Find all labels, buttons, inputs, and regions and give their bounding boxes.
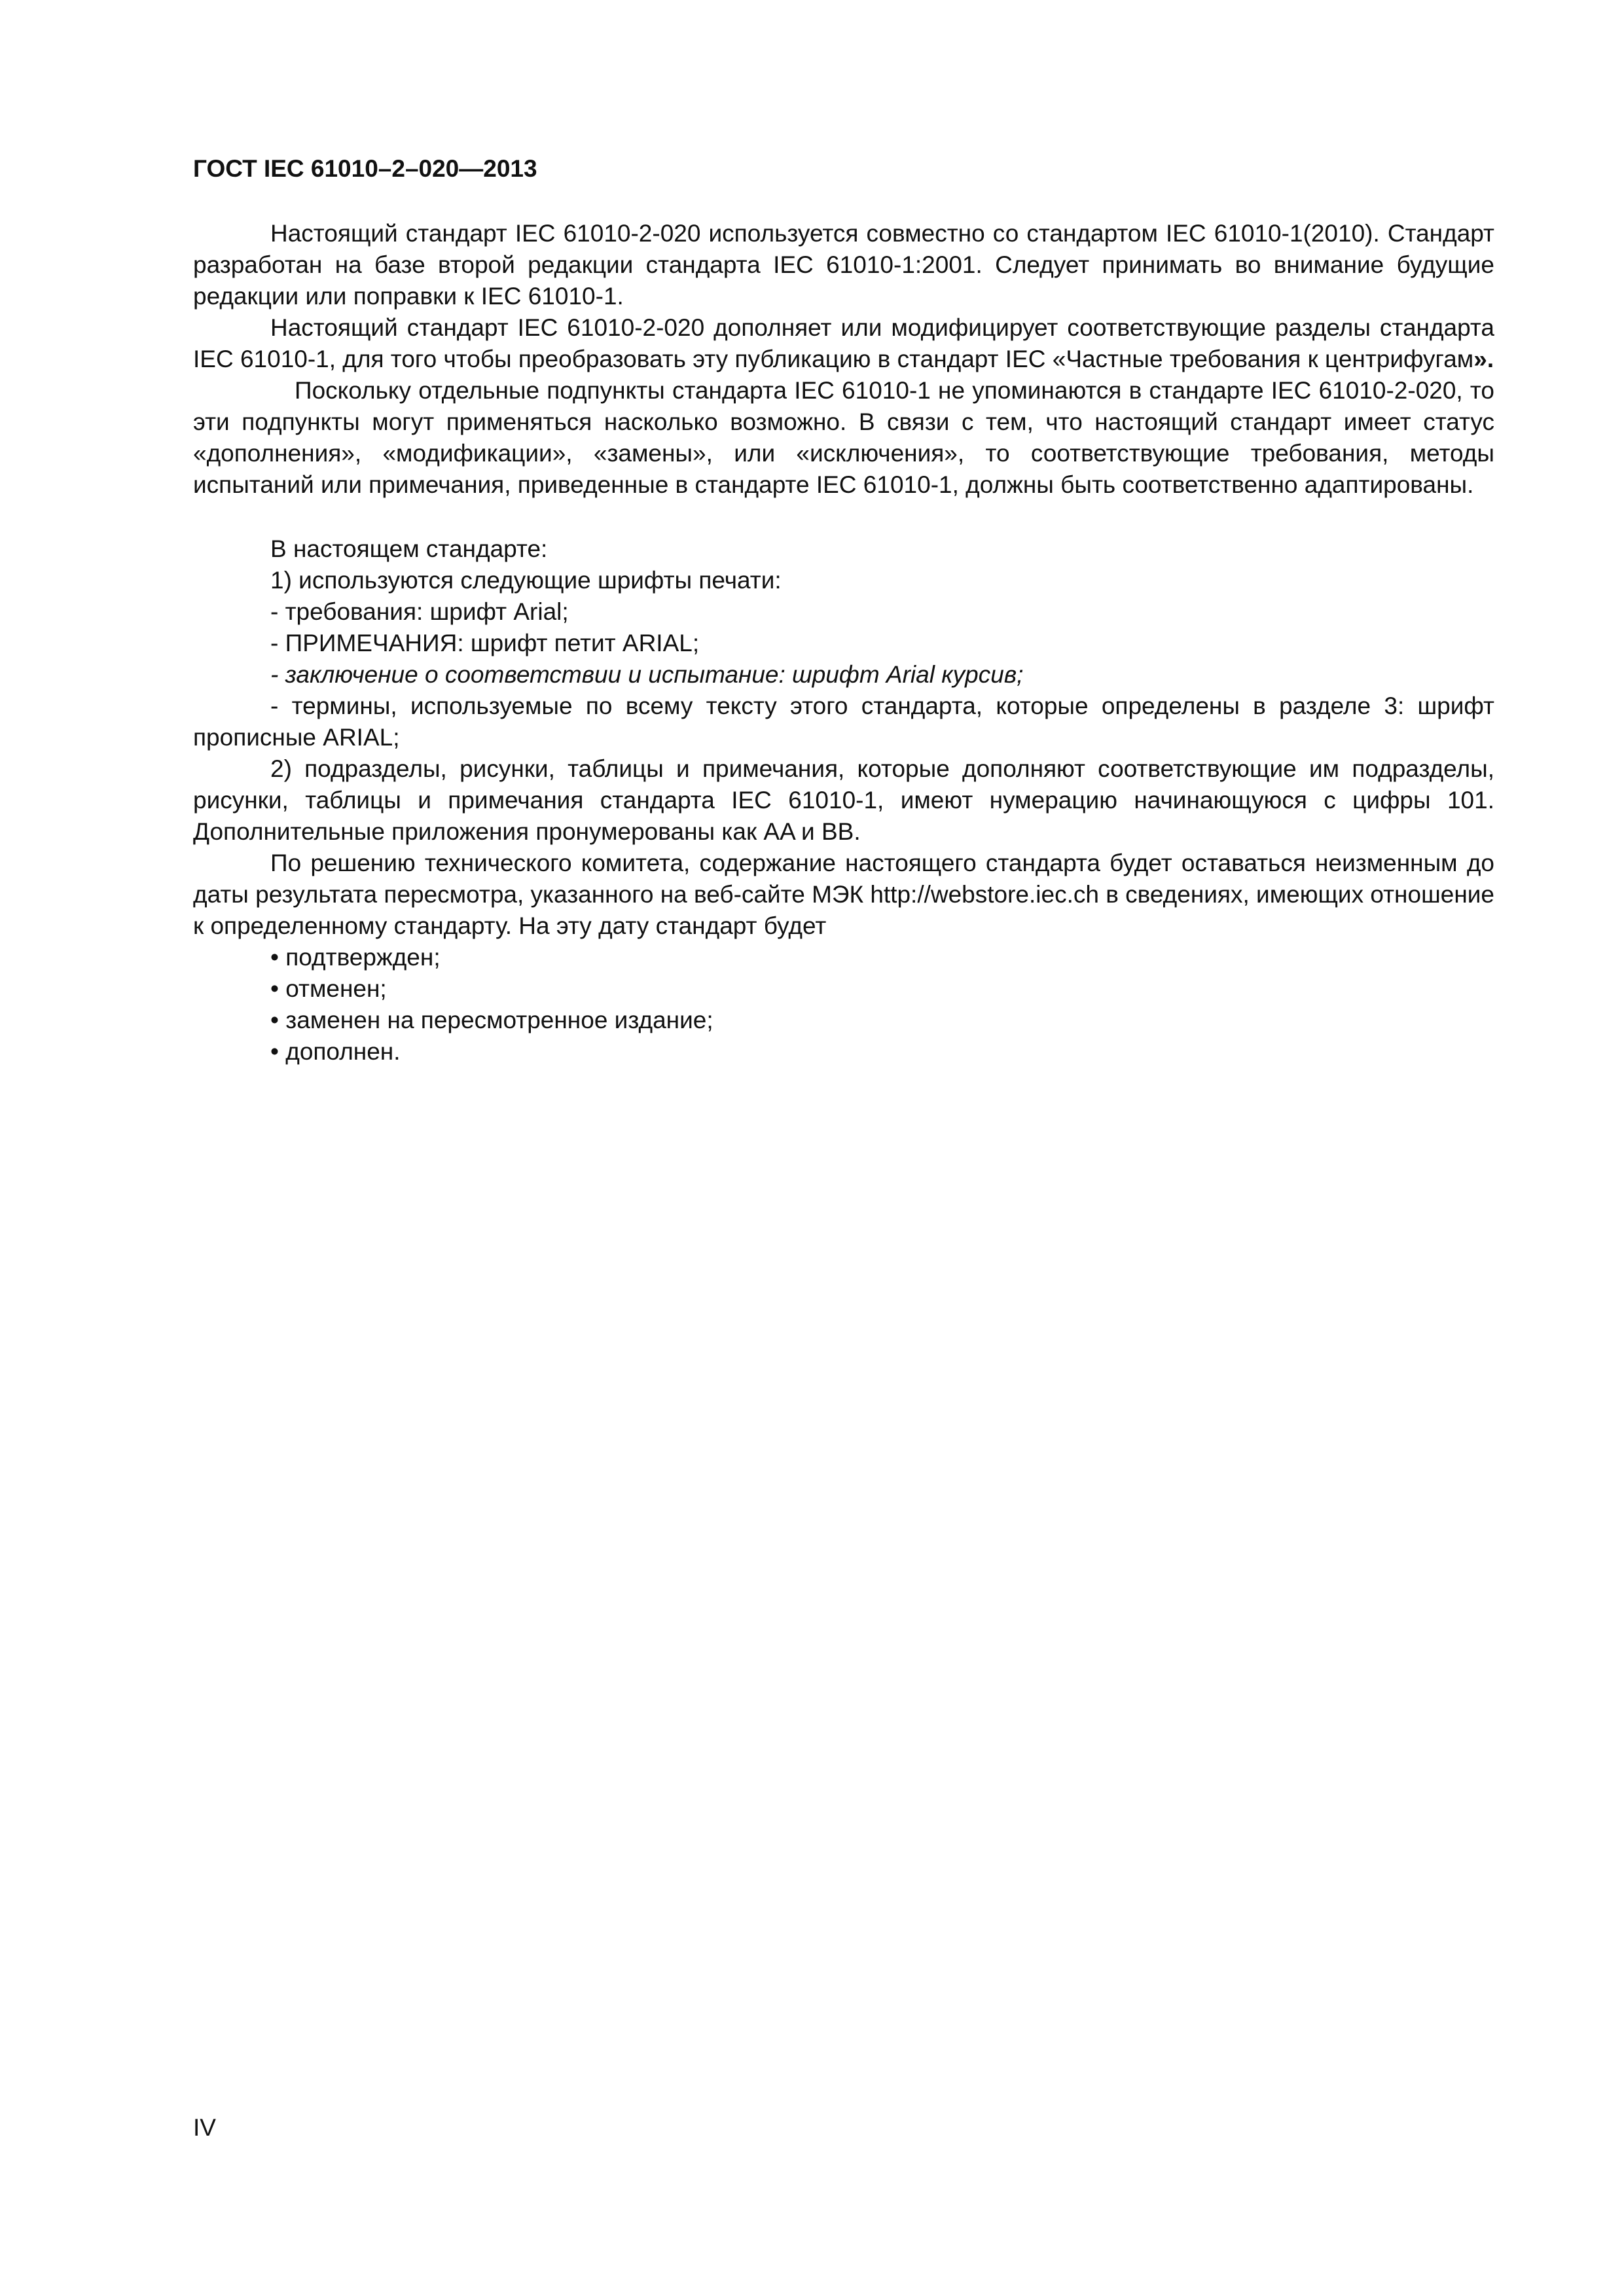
intro-paragraph-2-text: Настоящий стандарт IEC 61010-2-020 дополняет или модифицирует соответствующие разделы стандарта IEC 61010-1, для того чтобы преобразовать эту публикацию в стандарт IEC «Частные требования к центрифугам: [193, 314, 1494, 372]
page-content: [193, 154, 1494, 1067]
font-requirements-line: - требования: шрифт Arial;: [270, 598, 569, 625]
list-item: • подтвержден;: [270, 944, 441, 971]
list-item: • отменен;: [270, 975, 387, 1002]
committee-paragraph: По решению технического комитета, содержание настоящего стандарта будет оставаться неизменным до даты результата пересмотра, указанного на веб-сайте МЭК http://webstore.iec.ch в сведениях, имеющих отношение к определенному стандарту. На эту дату стандарт будет: [193, 850, 1495, 939]
list-item: • дополнен.: [270, 1038, 401, 1065]
conventions-intro: В настоящем стандарте:: [270, 535, 548, 562]
font-compliance-line: - заключение о соответствии и испытание: шрифт Arial курсив;: [270, 661, 1024, 688]
conventions-item-2: 2) подразделы, рисунки, таблицы и примечания, которые дополняют соответствующие им подразделы, рисунки, таблицы и примечания стандарта IEC 61010-1, имеют нумерацию начинающуюся с цифры 101. Дополнительные приложения пронумерованы как AA и BB.: [193, 755, 1494, 845]
page-number: IV: [193, 2114, 216, 2141]
document-header: ГОСТ IEC 61010–2–020—2013: [193, 155, 537, 182]
intro-paragraph-1: Настоящий стандарт IEC 61010-2-020 используется совместно со стандартом IEC 61010-1(2010). Стандарт разработан на базе второй редакции стандарта IEC 61010-1:2001. Следует принимать во внимание будущие редакции или поправки к IEC 61010-1.: [193, 220, 1494, 310]
intro-paragraph-3: Поскольку отдельные подпункты стандарта IEC 61010-1 не упоминаются в стандарте IEC 61010-2-020, то эти подпункты могут применяться насколько возможно. В связи с тем, что настоящий стандарт имеет статус «дополнения», «модификации», «замены», или «исключения», то соответствующие требования, методы испытаний или примечания, приведенные в стандарте IEC 61010-1, должны быть соответственно адаптированы.: [193, 377, 1494, 498]
section-spacer: [193, 501, 1494, 533]
conventions-item-1: 1) используются следующие шрифты печати:: [270, 567, 782, 594]
list-item: • заменен на пересмотренное издание;: [270, 1007, 713, 1033]
font-notes-line: - ПРИМЕЧАНИЯ: шрифт петит ARIAL;: [270, 630, 700, 656]
intro-paragraph-2-closing-quote: ».: [1473, 346, 1494, 372]
font-terms-line: - термины, используемые по всему тексту этого стандарта, которые определены в разделе 3: шрифт прописные ARIAL;: [193, 692, 1494, 751]
intro-paragraph-2: [193, 312, 1494, 375]
